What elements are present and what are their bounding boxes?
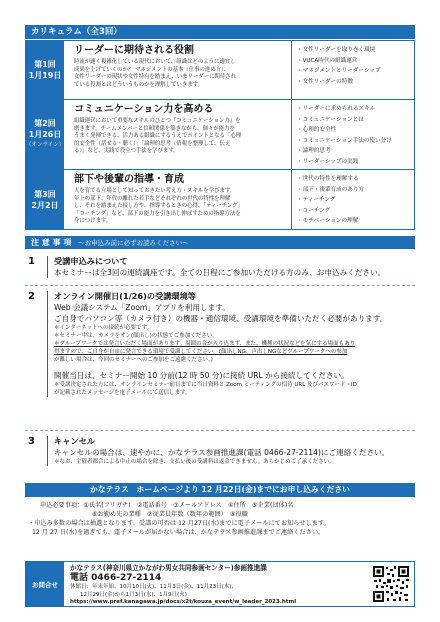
notes-header (25, 236, 415, 249)
section-body (47, 436, 413, 466)
desc-line: る）」など、実践で役立つ手法を学びます。 (74, 148, 179, 155)
topic-item: ・リーダーに求められるスキル (297, 106, 376, 112)
session-date-cell (26, 100, 64, 169)
session-title: コミュニケーション力を高める (74, 104, 214, 115)
session-date-cell (26, 41, 64, 99)
session-description (74, 188, 286, 226)
contact-phone (70, 573, 362, 584)
desc-line: し、それを踏まえた接し方や、指導するときの心得、「ティーチング」 (74, 203, 243, 210)
contact-holidays: 12月29日(金)から1月3日(水)、1月9日(火) (80, 591, 187, 598)
contact-box (25, 561, 415, 607)
topic-item: ・女性リーダーの特徴 (297, 78, 353, 85)
curriculum-header: カリキュラム（全3回） (25, 25, 415, 39)
apply-banner: かなテラス ホームページより 12 月22日(金)までにお申し込みください (25, 483, 415, 497)
section-text: 開催当日は、セミナー開始 10 分前(12 時 50 分)に接続 URL から接続してください。 (54, 371, 349, 380)
topic-item: ・マネジメントとリーダーシップ (297, 68, 381, 74)
session-number: 第2回 (34, 119, 56, 128)
note-section-3 (25, 436, 415, 474)
qr-code[interactable] (372, 565, 410, 603)
desc-line: 女性リーダーの現状や女性特有を踏まえ、いまリーダーに期待され (74, 74, 237, 81)
session-date-cell (26, 170, 64, 229)
desc-line: 年上の部下、年代の離れた若手などそれぞれの世代の特性を理解 (74, 195, 231, 202)
topic-item: ・部下・後輩育成のあり方 (297, 186, 365, 193)
contact-label: お問合せ (26, 562, 64, 606)
desc-line: ている役割とはどういうものかを理解していきます。 (74, 81, 203, 88)
notes-subtitle: ～お申込み前に必ずお読みください～ (78, 239, 189, 247)
contact-body (64, 562, 368, 606)
qr-code-icon (372, 565, 410, 603)
topic-item: ・コミュニケーション手法の使い分け (297, 137, 392, 144)
desc-line: 身につけます。 (74, 218, 112, 225)
session-title: 部下や後輩の指導・育成 (74, 174, 184, 185)
note-line: ＊セミナー中は、カメラをオン(顔出し)の状態でご参加ください。 (54, 333, 218, 339)
desc-line: 成果を上げていくのか？ マネジメントの基本（仕事の進め方）、 (74, 66, 230, 73)
desc-line: 的安全性（話せる・聴く）」「論理的思考（情報を整理して、伝え (74, 140, 231, 147)
section-number: 3 (28, 436, 35, 447)
section-number: 1 (28, 256, 35, 267)
curriculum-table (25, 40, 415, 230)
session-topics (292, 41, 414, 99)
session-topics (292, 170, 414, 229)
apply-items-label: 申込必要事項： (40, 502, 84, 509)
section-number: 2 (28, 291, 35, 302)
topic-item: ・コミュニケーションとは (297, 116, 364, 123)
apply-note: ・申込み多数の場合は抽選となります。受講の可否は 12 月27日(水)までに電子メールにてお知らせします。 (28, 520, 330, 527)
apply-note: 12 月 27 日(水)を過ぎても、電子メールが届かない場合は、かなテラス参画推進課までご連絡ください。 (32, 529, 325, 536)
apply-items-text: ①氏名(フリガナ) ②電話番号 ③メールアドレス ④住所 ⑤企業(団体)名 (83, 502, 294, 509)
curriculum-row (26, 40, 414, 99)
divider (25, 430, 415, 431)
section-title: オンライン開催日(1/26)の受講環境等 (54, 291, 196, 301)
curriculum-row (26, 99, 414, 169)
topic-item: ・リーダーシップの実践 (297, 158, 359, 165)
topic-item: ・VUCA時代の組織運営 (297, 57, 358, 64)
curriculum-row (26, 169, 414, 229)
session-date: 1月26日 (28, 130, 62, 139)
desc-line: 磨きます。チームメンバーと信頼関係を築きながら、個々が能力を (74, 125, 235, 132)
desc-line: 「コーチング」など、部下の能力を引き出し伸ばすための指導方法を (74, 210, 241, 217)
topic-item: ・世代の特性を理解する (297, 176, 359, 182)
session-date: 1月19日 (28, 71, 62, 80)
note-line: ＊インターネットへの接続が必要です。 (54, 325, 153, 331)
apply-requirements (28, 501, 410, 537)
session-main (64, 41, 292, 99)
topic-item: ・心理的安全性 (297, 127, 337, 133)
phone-label: 電話 (70, 573, 89, 583)
section-title: キャンセル (54, 436, 95, 446)
contact-url[interactable]: https://www.pref.kanagawa.jp/docs/x2t/kouza_event/w_leader_2023.html (70, 599, 297, 605)
topic-item: ・モチベーションの理解 (297, 218, 359, 224)
note-line: ＊なお、主催者都合による中止の場合を除き、支払い後の受講料は返金できません。あらかじめご了承ください。 (54, 459, 335, 465)
session-title: リーダーに期待される役割 (74, 45, 194, 56)
contact-org: かなテラス(神奈川県立かながわ男女共同参画センター)参画推進課 (70, 564, 267, 572)
section-text: ご自身でパソコン等（カメラ付き）の機器・通信環境、受講環境を準備いただく必要があります。 (54, 314, 388, 323)
section-title: 受講申込みについて (54, 256, 128, 266)
session-number: 第3回 (34, 189, 56, 199)
notes-title: 注 意 事 項 (31, 238, 72, 247)
section-body (47, 291, 413, 397)
note-line: が記載されたメッセージを電子メールにて送信します。 (54, 390, 191, 396)
section-text: Web 会議システム「Zoom」アプリを利用します。 (54, 303, 230, 312)
session-date: 2月2日 (31, 200, 59, 210)
session-online-label: （オンライン） (26, 142, 65, 148)
topic-item: ・女性リーダーを取り巻く環境 (297, 47, 376, 53)
apply-items-line (40, 501, 410, 510)
divider (25, 285, 415, 286)
note-line: 得ますので、ご自身が自由に発言できる環境で受講してください。(顔出しNG、声出しNGなどグループワークへの参加 (54, 349, 348, 355)
session-description (74, 118, 286, 156)
desc-line: うまく発揮できる、活力ある組織にするうえでポイントとなる「心理 (74, 133, 242, 140)
desc-line: 時流が速く複雑化している現代において、組織はどのように適宜し (74, 59, 236, 65)
apply-items-line: ⑥お勤め先の業種 ⑦従業員年数（数年の範囲） ⑧役職 (92, 511, 248, 518)
desc-line: 組織運営において重要なスキルのひとつ『コミュニケーション力』を (74, 118, 241, 124)
phone-number: 0466-27-2114 (91, 573, 162, 583)
topic-item: ・コーチング (297, 207, 331, 214)
session-main (64, 170, 292, 229)
session-description (74, 59, 286, 89)
note-line: ＊受講決定された方には、オンラインセミナー前日までに当日資料と Zoom ミーティングの招待 URL 及びパスワード・ID (54, 382, 357, 388)
session-topics (292, 100, 414, 169)
session-number: 第1回 (34, 60, 56, 69)
section-text: キャンセルの場合は、速やかに、かなテラス参画推進課(電話 0466-27-2114)にご連絡ください。 (54, 448, 390, 457)
note-section-1 (25, 256, 415, 280)
note-line: ＊グループワークでは発言いただく場面があります。周囲の音が入り込まず、また、機種の状況などを気にする場面もあり (54, 341, 356, 347)
topic-item: ・ティーチング (297, 197, 336, 203)
section-body (47, 256, 413, 278)
topic-item: ・論理的思考 (297, 148, 331, 154)
session-main (64, 100, 292, 169)
contact-holidays: 休館日：年末年始、10月10日(火)、11月3日(金)、11月23日(木)、 (70, 584, 237, 590)
desc-line: 人を育てる立場として知っておきたい考え方・スキルを学びます。 (74, 188, 236, 194)
note-section-2 (25, 291, 415, 426)
section-text: 本セミナーは全3回の連続講座です。全ての日程にご参加いただける方のみ、お申込みください。 (54, 268, 386, 277)
note-line: が難しい場合は、今回のセミナーへのご参加をご遠慮ください。) (54, 357, 213, 363)
